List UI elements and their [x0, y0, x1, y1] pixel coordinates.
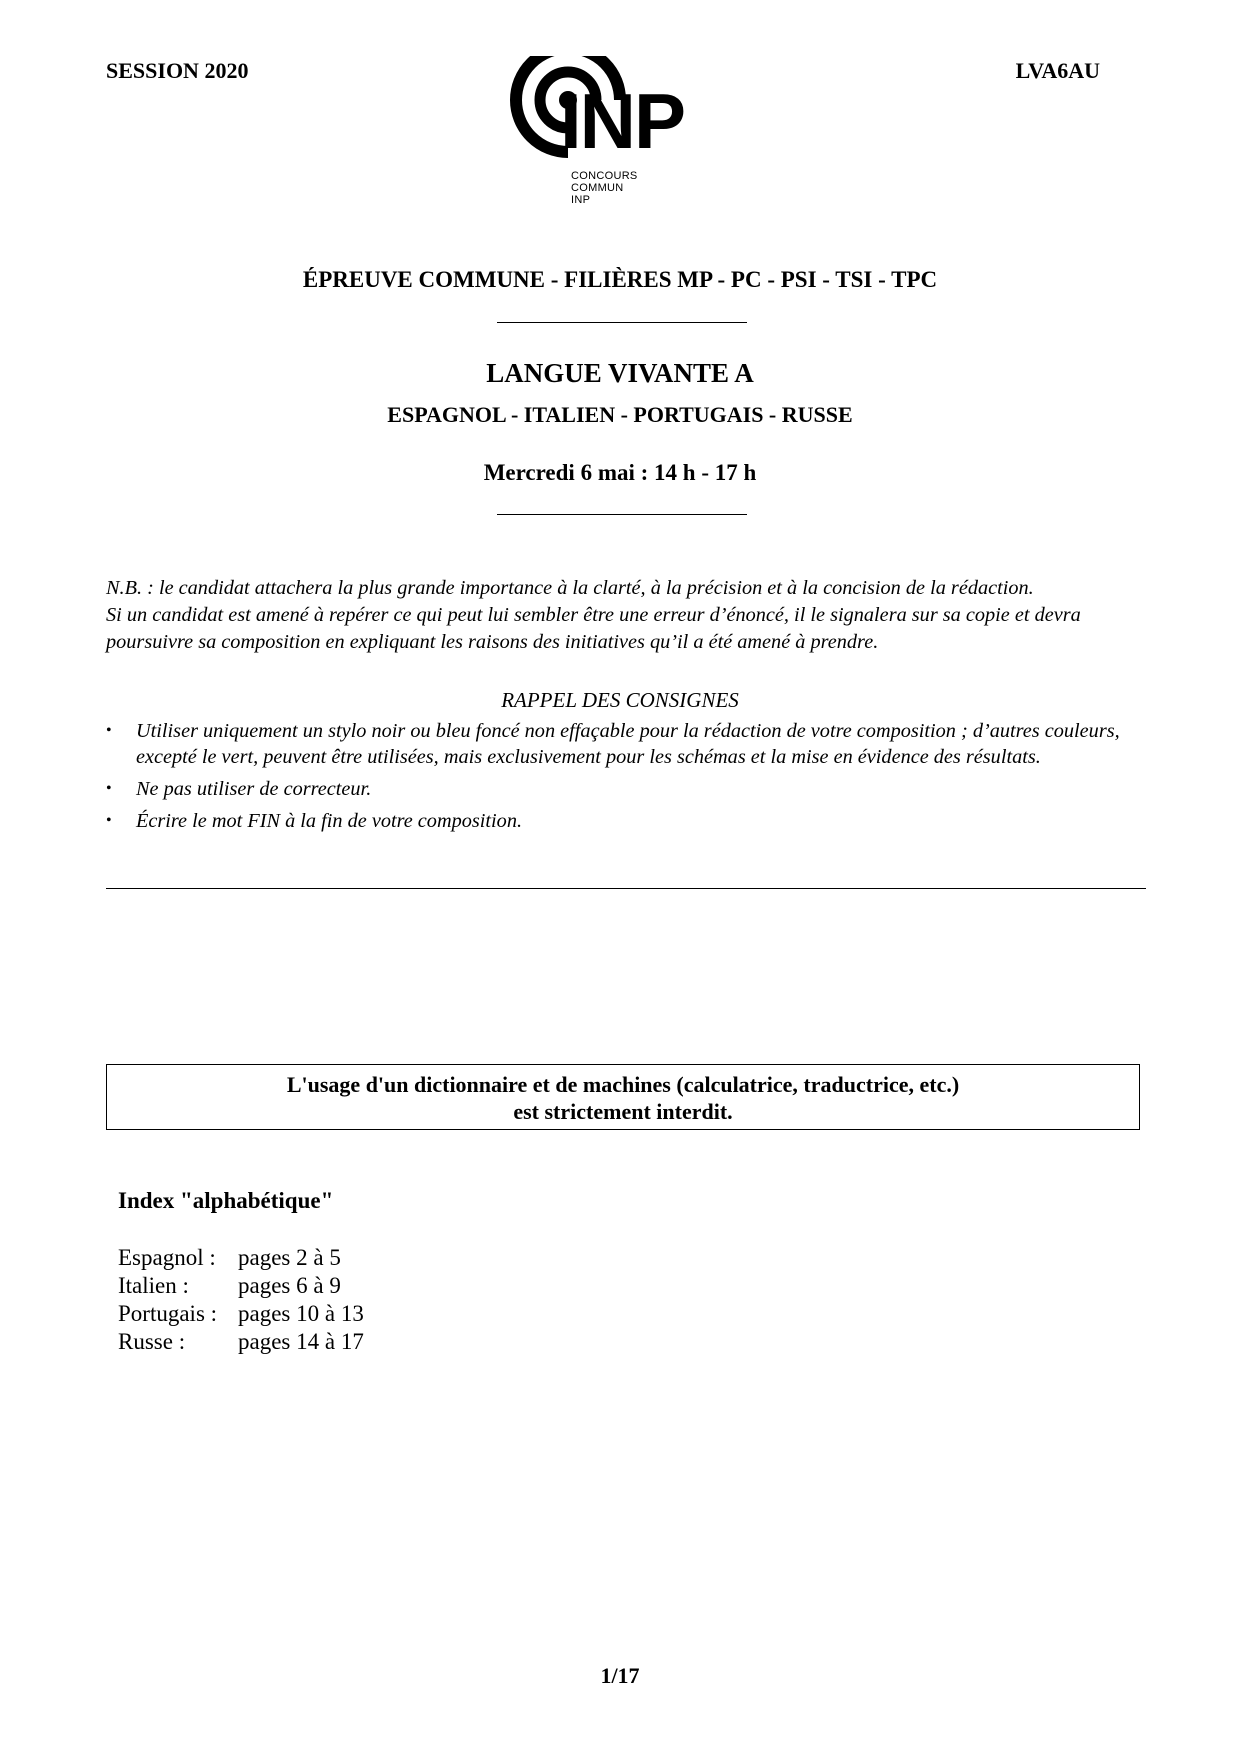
- index-language: Espagnol :: [118, 1245, 216, 1270]
- index-pages: pages 6 à 9: [238, 1273, 341, 1298]
- languages-list: ESPAGNOL - ITALIEN - PORTUGAIS - RUSSE: [387, 402, 853, 427]
- notice-line-1: L'usage d'un dictionnaire et de machines (calculatrice, traductrice, etc.): [286, 1072, 960, 1097]
- index-pages: pages 10 à 13: [238, 1301, 364, 1326]
- index-pages: pages 2 à 5: [238, 1245, 341, 1270]
- svg-text:INP: INP: [560, 77, 685, 165]
- list-item: • Ne pas utiliser de correcteur.: [106, 778, 372, 800]
- index-language: Russe :: [118, 1329, 186, 1354]
- list-item: • Utiliser uniquement un stylo noir ou bleu foncé non effaçable pour la rédaction de votre composition ; d’autres couleurs, excepté le vert, peuvent être utilisées, mais exclusivement pour les schémas et la mise en évidence des résultats.: [106, 720, 1120, 768]
- nb-note: [106, 575, 1146, 656]
- logo-line-1: CONCOURS: [571, 170, 638, 182]
- prohibition-notice: [106, 1064, 1140, 1130]
- page-number: 1/17: [600, 1663, 640, 1688]
- index-pages: pages 14 à 17: [238, 1329, 364, 1354]
- session-label: SESSION 2020: [106, 58, 249, 83]
- table-row: [118, 1300, 364, 1328]
- rules-list: [106, 718, 1146, 840]
- exam-code: LVA6AU: [1015, 58, 1100, 83]
- nb-line-1: N.B. : le candidat attachera la plus grande importance à la clarté, à la précision et à la concision de la rédaction.: [106, 577, 1034, 599]
- index-table: [118, 1244, 364, 1356]
- divider: [497, 322, 747, 323]
- index-title: Index "alphabétique": [118, 1188, 334, 1213]
- nb-line-2: Si un candidat est amené à repérer ce qui peut lui sembler être une erreur d’énoncé, il le signalera sur sa copie et devra poursuivre sa composition en expliquant les raisons des initiatives qu’il a été amené à prendre.: [106, 604, 1081, 653]
- index-language: Italien :: [118, 1273, 189, 1298]
- list-item: • Écrire le mot FIN à la fin de votre composition.: [106, 810, 523, 832]
- bullet-icon: •: [106, 722, 112, 739]
- exam-type: ÉPREUVE COMMUNE - FILIÈRES MP - PC - PSI - TSI - TPC: [302, 267, 938, 292]
- logo-caption: [571, 170, 638, 206]
- divider: [497, 514, 747, 515]
- logo-line-3: INP: [571, 194, 591, 206]
- exam-date: Mercredi 6 mai : 14 h - 17 h: [483, 460, 757, 485]
- table-row: [118, 1328, 364, 1356]
- notice-line-2: est strictement interdit.: [513, 1099, 733, 1124]
- table-row: [118, 1244, 364, 1272]
- logo-line-2: COMMUN: [571, 182, 624, 194]
- divider: [106, 888, 1146, 889]
- subject-title: LANGUE VIVANTE A: [486, 358, 754, 388]
- index-language: Portugais :: [118, 1301, 218, 1326]
- rappel-title: RAPPEL DES CONSIGNES: [501, 688, 739, 712]
- bullet-icon: •: [106, 812, 112, 829]
- bullet-icon: •: [106, 780, 112, 797]
- table-row: [118, 1272, 364, 1300]
